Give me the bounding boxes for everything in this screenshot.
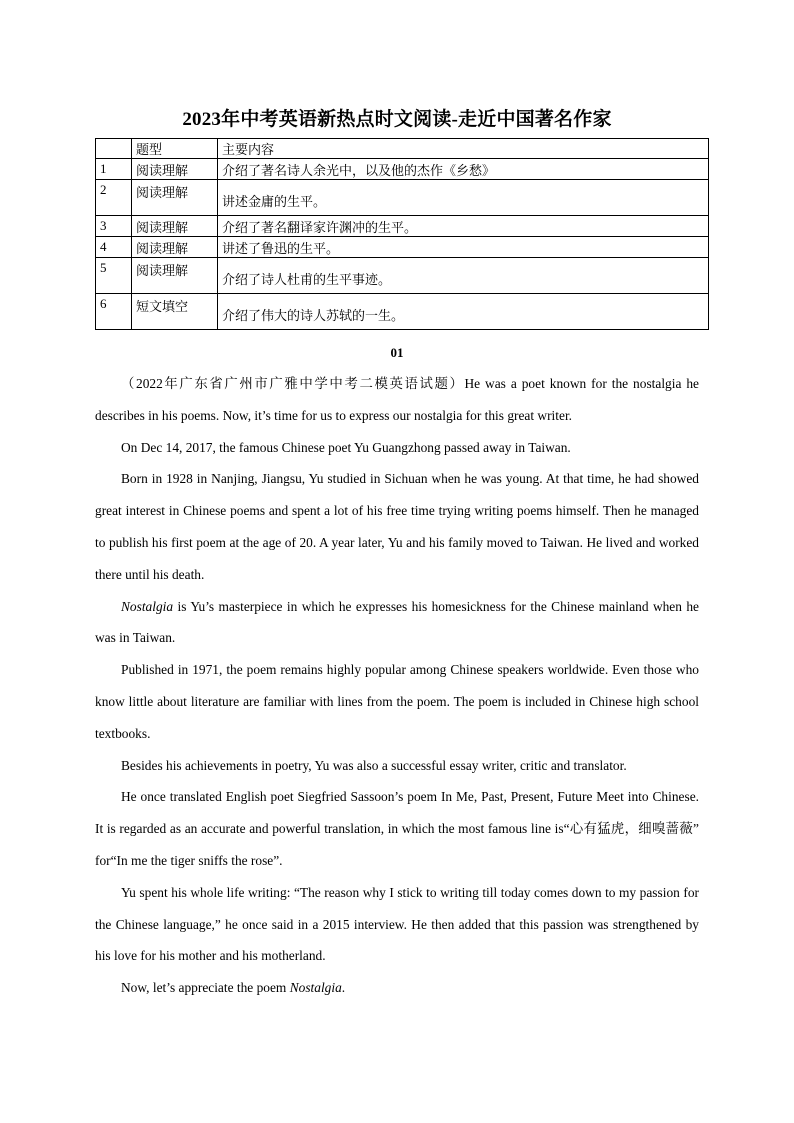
poem-title: Nostalgia	[121, 598, 174, 614]
row-number: 2	[96, 180, 132, 216]
table-row	[96, 159, 709, 180]
paragraph: Published in 1971, the poem remains highly popular among Chinese speakers worldwide. Even those who know little about literature are familiar with lines from the poem. The poem is included in Chinese high school textbooks.	[95, 662, 699, 741]
question-type: 阅读理解	[132, 216, 218, 237]
main-content: 讲述金庸的生平。	[218, 180, 709, 216]
paragraph	[95, 591, 699, 655]
table-header-cell	[96, 139, 132, 159]
section-number: 01	[390, 345, 404, 360]
poem-title: Nostalgia	[289, 980, 342, 996]
summary-table	[95, 138, 709, 330]
main-content: 介绍了著名诗人余光中，以及他的杰作《乡愁》	[218, 159, 709, 180]
row-number: 3	[96, 216, 132, 237]
question-type: 阅读理解	[132, 258, 218, 294]
row-number: 6	[96, 294, 132, 330]
question-type: 阅读理解	[132, 237, 218, 258]
row-number: 5	[96, 258, 132, 294]
question-type: 短文填空	[132, 294, 218, 330]
article-body	[95, 368, 699, 1004]
paragraph	[95, 972, 699, 1004]
main-content: 讲述了鲁迅的生平。	[218, 237, 709, 258]
paragraph: He once translated English poet Siegfried Sassoon’s poem In Me, Past, Present, Future Meet into Chinese. It is regarded as an accurate and powerful translation, in which the most famous line is“心有猛虎，细嗅蔷薇” for“In me the tiger sniffs the rose”.	[95, 789, 699, 868]
question-type: 阅读理解	[132, 159, 218, 180]
main-content: 介绍了著名翻译家许渊冲的生平。	[218, 216, 709, 237]
row-number: 1	[96, 159, 132, 180]
paragraph-text: Now, let’s appreciate the poem	[121, 980, 290, 996]
row-number: 4	[96, 237, 132, 258]
main-content: 介绍了诗人杜甫的生平事迹。	[218, 258, 709, 294]
main-content: 介绍了伟大的诗人苏轼的一生。	[218, 294, 709, 330]
document-title: 2023年中考英语新热点时文阅读-走近中国著名作家	[182, 109, 612, 130]
paragraph: （2022年广东省广州市广雅中学中考二模英语试题）He was a poet known for the nostalgia he describes in his poems. Now, it’s time for us to express our nostalgia for this great writer.	[95, 376, 699, 423]
paragraph-text: is Yu’s masterpiece in which he expresses his homesickness for the Chinese mainland when he was in Taiwan.	[95, 598, 699, 646]
paragraph: Besides his achievements in poetry, Yu was also a successful essay writer, critic and translator.	[121, 757, 627, 773]
table-row	[96, 180, 709, 216]
table-row	[96, 294, 709, 330]
paragraph-text: .	[341, 980, 346, 996]
table-row	[96, 258, 709, 294]
table-row	[96, 237, 709, 258]
table-row	[96, 216, 709, 237]
table-header-cell: 题型	[132, 139, 218, 159]
paragraph: Born in 1928 in Nanjing, Jiangsu, Yu studied in Sichuan when he was young. At that time, he had showed great interest in Chinese poems and spent a lot of his free time trying writing poems himself. Then he managed to publish his first poem at the age of 20. A year later, Yu and his family moved to Taiwan. He lived and worked there until his death.	[95, 471, 699, 582]
paragraph: On Dec 14, 2017, the famous Chinese poet Yu Guangzhong passed away in Taiwan.	[121, 439, 571, 455]
table-header-row	[96, 139, 709, 159]
table-header-cell: 主要内容	[218, 139, 709, 159]
paragraph: Yu spent his whole life writing: “The reason why I stick to writing till today comes down to my passion for the Chinese language,” he once said in a 2015 interview. He then added that this passion was strengthened by his love for his mother and his motherland.	[95, 884, 699, 964]
question-type: 阅读理解	[132, 180, 218, 216]
